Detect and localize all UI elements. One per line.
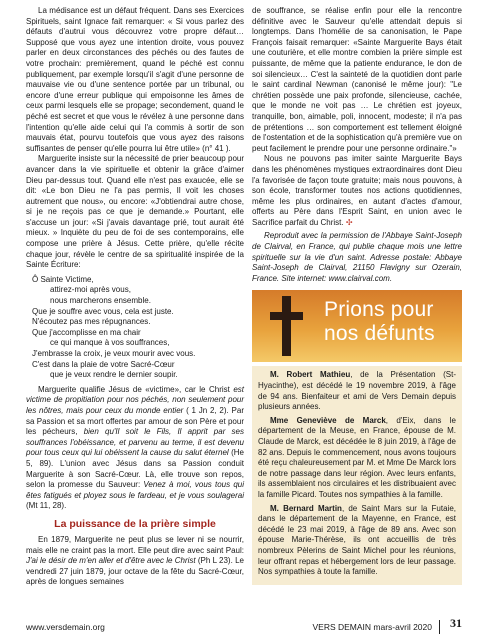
text-run: (Ph L 23). Le vendredi 27 juin 1879, jour octave de la fête du Sacré-Cœur, après de longues semaines: [26, 556, 244, 587]
poem-line: ce qui manque à vos souffrances,: [50, 338, 170, 348]
poem-line: que je veux rendre le dernier soupir.: [50, 370, 178, 380]
footer-divider: [439, 620, 440, 634]
poem-line: nous marcherons ensemble.: [50, 296, 151, 306]
left-column: [26, 6, 244, 588]
footer-magazine: VERS DEMAIN mars-avril 2020: [312, 622, 432, 632]
section-heading: La puissance de la prière simple: [54, 517, 216, 530]
obituary-text: , de Saint Mars sur la Futaie, dans le département de la Mayenne, en France, est décédé le 23 mai 2019, à l'âge de 89 ans. Avec son épouse Marie-Thérèse, ils ont accueillis de très nombreux Pèlerins de Saint Michel pour les réunions, leur offrant repas et hébergement lors de leur passage. Nos sympathies à toute la famille.: [258, 503, 456, 577]
text-run: (Mt 11, 28).: [26, 501, 67, 511]
obituary-box: [252, 366, 462, 584]
scripture-quote: J'ai le désir de m'en aller et d'être avec le Christ: [26, 556, 196, 566]
obituary-entry: [258, 370, 456, 412]
scripture-quote: Venez à moi, vous tous qui êtes fatigués et ployez sous le fardeau, et je vous soulagerai: [26, 480, 244, 500]
poem-line: Ô Sainte Victime,: [32, 274, 94, 284]
page-footer: [26, 616, 462, 634]
right-column: [252, 6, 462, 585]
text-run: En 1879, Marguerite ne peut plus se lever ni se nourrir, mais elle ne craint pas la mort. Elle peut dire avec saint Paul:: [26, 534, 244, 555]
poem-line: J'embrasse la croix, je veux mourir avec vous.: [32, 349, 196, 358]
poem-line: Que j'accomplisse en ma chair: [32, 327, 141, 337]
banner-title-line: Prions pour: [324, 298, 434, 322]
paragraph-prayer: Marguerite insiste sur la nécessité de prier beaucoup pour avancer dans la vie spirituelle et obtenir la grâce d'aimer Dieu par-dessus tout. Quand elle n'est pas exaucée, elle se dit: «Le bon Dieu ne l'a pas permis, Il voit les choses autrement que nous», ou encore: «J'obtiendrai autre chose, si je ne reçois pas ce que je demande.» Pourtant, elle s'accuse un jour: «Si j'avais davantage prié, tout aurait été mieux. » Inquiète du peu de foi de ses contemporains, elle compose une prière à Jésus. Cette prière, qu'elle récite chaque jour, révèle le centre de sa spiritualité inspirée de la Sainte Écriture:: [26, 154, 244, 270]
banner-title: [324, 298, 435, 346]
paragraph-victim: [26, 385, 244, 512]
prayer-banner: [252, 290, 462, 362]
cross-icon-arm: [270, 312, 303, 320]
cross-icon: [282, 296, 291, 356]
text-run: ( 1 Jn 2, 2). Par sa Passion et sa mort offertes par amour de son Père et pour les pécheurs,: [26, 405, 244, 437]
credit-text: Reproduit avec la permission de l'Abbaye Saint-Joseph de Clairval, en France, qui publie chaque mois une lettre spirituelle sur la vie d'un saint. Adresse postale: Abbaye Saint-Joseph de Clairval, 21150 Flavigny sur Ozerain, France. Site internet: www.clairval.com.: [252, 231, 462, 283]
text-run: Marguerite qualifie Jésus de «victime», car le Christ: [38, 384, 234, 394]
end-mark-icon: ✣: [345, 217, 353, 227]
paragraph-slander: La médisance est un défaut fréquent. Dans ses Exercices Spirituels, saint Ignace fait remarquer: « Si vous parlez des défauts d'autrui vous découvrez votre propre défaut… Supposé que vous ayez une intention droite, vous pouvez parler en deux circonstances des péchés ou des fautes de votre prochain: premièrement, quand le péché est connu publiquement, par exemple lorsqu'il s'agit d'une personne de mauvaise vie ou d'une sentence portée par un tribunal, ou encore d'une erreur publique qui empoisonne les âmes de ceux parmi lesquels elle se propage; secondement, quand le péché est secret et que vous le révélez à une personne dans l'intention qu'elle aide celui qui l'a commis à sortir de son mauvais état, pourvu toutefois que vous ayez des raisons suffisantes de penser qu'elle pourra lui être utile» (n° 41 ).: [26, 6, 244, 153]
scripture-quote: est victime de propitiation pour nos péchés, non seulement pour les nôtres, mais pour ceux du monde entier: [26, 384, 244, 415]
paragraph-1879: [26, 535, 244, 588]
poem-line: N'écoutez pas mes répugnances.: [32, 317, 151, 327]
poem-line: C'est dans la plaie de votre Sacré-Cœur: [32, 359, 175, 369]
obituary-text: , d'Eix, dans le département de la Meuse, en France, épouse de M. Claude de Marck, est décédée le 8 juin 2019, à l'âge de 82 ans. Depuis le commencement, nous avons toujours été reçu chaleureusement par M. et Mme De Marck lors de notre passage dans leur région. Avec leurs enfants, ils assemblaient nos circulaires et les distribuaient avec la famille Picard. Toutes nos sympathies à la famille.: [258, 415, 456, 499]
reprint-credit: [252, 231, 462, 284]
scripture-quote: bien qu'Il soit le Fils, Il apprit par ses souffrances l'obéissance, et parvenu au terme, il est devenu pour tous ceux qui lui obéissent la cause du salut éternel: [26, 427, 244, 458]
obituary-entry: [258, 504, 456, 578]
page-number: 31: [450, 616, 462, 630]
obituary-name: Mme Geneviève de Marck: [270, 415, 386, 425]
poem-line: Que je souffre avec vous, cela est juste.: [32, 306, 174, 316]
obituary-text: , de la Présentation (St-Hyacinthe), est décédé le 19 novembre 2019, à l'âge de 94 ans. Bienfaiteur et ami de Vers Demain depuis plusieurs années.: [258, 370, 456, 412]
text-run: (He 5, 89). L'union avec Jésus dans sa Passion conduit Marguerite à son Sacré-Cœur. Là, elle trouve son repos, selon la promesse du Sauveur:: [26, 448, 245, 490]
obituary-entry: [258, 416, 456, 501]
footer-url[interactable]: www.versdemain.org: [26, 622, 105, 632]
obituary-name: M. Bernard Martin: [270, 503, 342, 513]
paragraph-canonisation: de souffrance, se réalise enfin pour elle la rencontre définitive avec le Sauveur qu'elle attendait depuis si longtemps. Dans l'homélie de sa canonisation, le Pape François faisait remarquer: «Sainte Marguerite Bays était une couturière, et elle montre combien la prière simple est puissante, de même que la patiente endurance, le don de soi silencieux… C'est la sainteté de la quotidien dont parle le saint cardinal Newman (canonisé le même jour): "Le chrétien possède une paix profonde, silencieuse, cachée, que le monde ne voit pas … Le chrétien est joyeux, tranquille, bon, aimable, poli, innocent, modeste; il n'a pas de prétentions … son comportement est tellement éloigné de l'ostentation et de la sophistication qu'à première vue on peut facilement le prendre pour une personne ordinaire."»: [252, 6, 462, 153]
prayer-poem: [32, 275, 244, 381]
obituary-name: M. Robert Mathieu: [270, 370, 351, 380]
poem-line: attirez-moi après vous,: [50, 285, 131, 295]
paragraph-imitation: [252, 154, 462, 228]
text-run: Nous ne pouvons pas imiter sainte Marguerite Bays dans les phénomènes mystiques extraordinaires dont Dieu l'a favorisée de façon toute gratuite; mais nous pouvons, à son école, transformer toutes nos actions quotidiennes, même les plus ordinaires, en autant d'actes d'amour, offerts au Père dans l'Esprit Saint, en union avec le Sacrifice parfait du Christ.: [252, 154, 462, 227]
banner-title-line: nos défunts: [324, 322, 435, 346]
